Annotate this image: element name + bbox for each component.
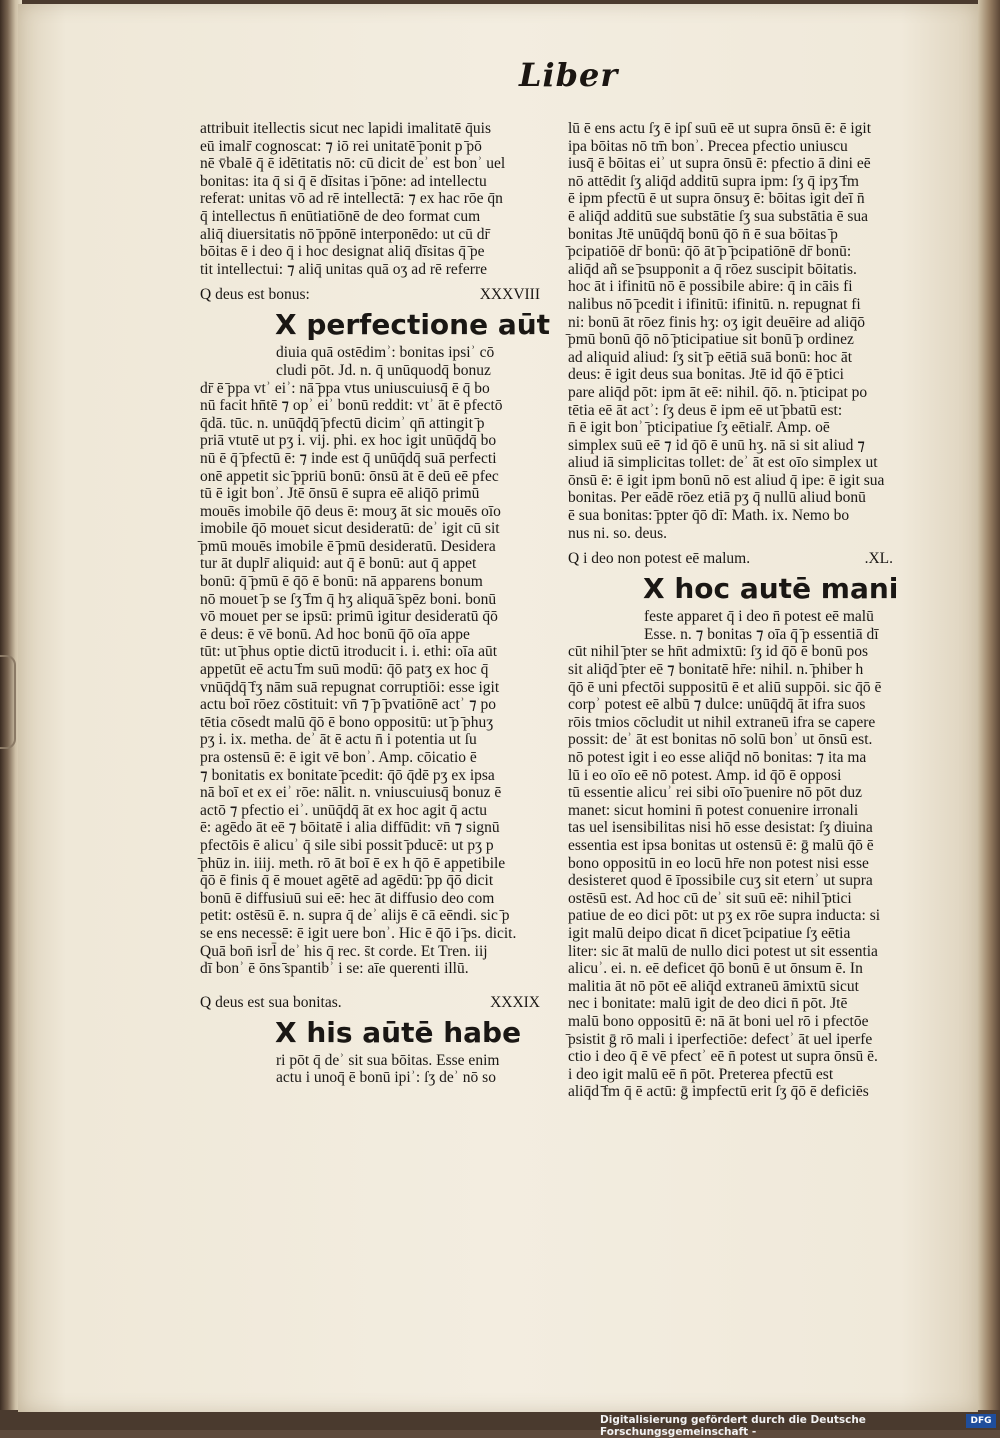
text-line: lū i eo oīo eē nō potest. Amp. id q̄ō ē opposi: [568, 766, 842, 784]
text-line: lū ē ens actu ſʒ ē ipſ suū eē ut supra ōnsū ē: ē igit: [568, 120, 872, 137]
text-line: pʒ i. ix. metha. deʾ āt ē actu n̄ i potentia ut ſu: [200, 731, 477, 749]
chapter-40-initial: X hoc autē mani: [643, 572, 899, 606]
left-top-paragraph: [200, 120, 540, 278]
text-line: ad aliquid aliud: ſʒ sit ̄p eētiā suā bonū: hoc āt: [568, 348, 853, 366]
chapter-38-text: [200, 344, 540, 977]
text-line: ̄phūz in. iiij. meth. rō āt boī ē ex h q̄ō ē appetibile: [200, 854, 506, 872]
text-line: aliq̄ diuersitatis nō ̄ppōnē interponēdo: ut cū dr̄: [200, 225, 490, 243]
book-right-edge: [978, 0, 1000, 1410]
text-line: bonitas: ita q̄ si q̄ ē dīsitas i ̄pōne: ad intellectu: [200, 172, 487, 190]
text-line: ri pōt q̄ deʾ sit sua bōitas. Esse enim: [276, 1051, 500, 1069]
text-line: tētia eē āt actʾ: ſʒ deus ē ipm eē ut ̄pbatū est:: [568, 401, 843, 419]
text-line: nō mouet ̄p se ſʒ ̄fm q̄ hʒ aliquā ̄spēz boni. bonū: [200, 590, 497, 608]
text-line: simplex suū eē ⁊ id q̄ō ē unū hʒ. nā si sit aliud ⁊: [568, 436, 865, 454]
text-line: tū essentie alicuʾ rei sibi oīo ̄puenire nō pōt duz: [568, 784, 862, 802]
text-line: nec i bonitate: malū igit de deo dici n̄ pōt. Jtē: [568, 995, 848, 1013]
text-line: tētia cōsedt malū q̄ō ē bono oppositū: ut ̄p ̄phuʒ: [200, 713, 494, 731]
text-line: patiue de eo dici pōt: ut pʒ ex rōe supra inducta: si: [568, 907, 881, 925]
text-line: corpʾ potest eē albū ⁊ dulce: unūq̄dq̄ āt ifra suos: [568, 696, 866, 714]
text-line: vnūq̄dq̄ ̄fʒ nām suā repugnat corruptiōi: esse igit: [200, 678, 500, 696]
text-line: actu i unoq̄ ē bonū ipiʾ: ſʒ deʾ nō so: [276, 1069, 496, 1087]
text-line: Quā bon̄ isrl̄ deʾ his q̄ rec. s̄t corde. Et Tren. iij: [200, 942, 488, 960]
chapter-40-rubric: [568, 548, 893, 570]
chapter-39-text: [200, 1052, 540, 1087]
text-line: vō mouet per se ipsū: primū igitur desideratū q̄ō: [200, 608, 498, 626]
text-line: nē v̄balē q̄ ē idētitatis nō: cū dicit deʾ est bonʾ uel: [200, 155, 506, 173]
text-line: bono oppositū in eo locū hr̄e non potest nisi esse: [568, 854, 869, 872]
chapter-39-heading: Q deus est sua bonitas.: [200, 993, 342, 1011]
text-line: Esse. n. ⁊ bonitas ⁊ oīa q̄ ̄p essentiā dī: [644, 625, 879, 643]
text-line: bonū ē diffusiuū sui eē: hec āt diffusio deo com: [200, 889, 495, 907]
page-clip: [0, 655, 16, 749]
text-line: referat: unitas vō ad rē intellectā: ⁊ ex hac rōe q̄n: [200, 190, 503, 208]
chapter-39-rubric: [200, 992, 540, 1014]
chapter-38-initial: X perfectione aūt: [275, 308, 551, 342]
right-top-paragraph: [568, 120, 893, 542]
text-line: tas uel isensibilitas nisi hō esse desistat: ſʒ diuina: [568, 819, 873, 837]
text-line: manet: sicut homini n̄ potest conuenire irronali: [568, 801, 859, 819]
text-line: appetūt eē actu ̄fm suū modū: q̄ō patʒ ex hoc q̄: [200, 661, 489, 679]
text-line: ctio i deo q̄ ē vē pfectʾ eē n̄ potest ut supra ōnsū ē.: [568, 1048, 878, 1066]
chapter-40-number: .XL.: [864, 550, 893, 568]
text-line: aliq̄d añ se ̄psupponit a q̄ rōez suscipit bōitatis.: [568, 260, 857, 278]
right-column: [568, 120, 899, 1101]
text-line: actu boī rōez cōstituit: vn̄ ⁊ ̄p ̄pvatiōnē actʾ ⁊ po: [200, 696, 497, 714]
text-line: nū facit hn̄tē ⁊ opʾ eiʾ bonū reddit: vtʾ āt ē pfectō: [200, 397, 503, 415]
chapter-40-text: [568, 608, 893, 1101]
text-line: bonū: q̄ ̄pmū ē q̄ō ē bonū: nā apparens bonum: [200, 573, 483, 591]
text-line: tit intellectui: ⁊ aliq̄ unitas quā oʒ ad rē referre: [200, 260, 488, 278]
dfg-logo: DFG: [966, 1414, 996, 1428]
text-line: n̄ ē igit bonʾ ̄pticipatiue ſʒ eētialr̄. Amp. oē: [568, 419, 830, 437]
left-column: [200, 120, 551, 1087]
text-line: nō attēdit ſʒ aliq̄d additū supra ipm: ſʒ q̄ ipʒ ̄fm: [568, 172, 859, 190]
text-line: i deo igit malū eē n̄ pōt. Preterea pfectū est: [568, 1065, 834, 1083]
text-line: igit malū deipo dicat n̄ dicet ̄pcipatiue ſʒ eētia: [568, 924, 851, 942]
text-line: cludi pōt. Jd. n. q̄ unūquodq̄ bonuz: [276, 361, 491, 379]
text-line: dī bonʾ ē ōns ̄spantibʾ i se: aīe querenti illū.: [200, 960, 469, 978]
text-line: malitia āt nō pōt eē aliq̄d extraneū āmixtū sicut: [568, 977, 859, 995]
text-line: deus: ē igit deus sua bonitas. Jtē id q̄ō ē ̄ptici: [568, 366, 844, 384]
text-line: q̄ intellectus n̄ enūtiatiōnē de deo format cum: [200, 207, 481, 225]
text-line: rōis tmios cōcludit ut nihil extraneū ifra se capere: [568, 713, 876, 731]
text-line: iusq̄ ē bōitas eiʾ ut supra ōnsū ē: pfectio ā dini eē: [568, 155, 871, 173]
digitization-credit: Digitalisierung gefördert durch die Deutsche Forschungsgemeinschaft -: [600, 1414, 866, 1438]
text-line: eū imalr̄ cognoscat: ⁊ iō rei unitatē ̄ponit p ̄pō: [200, 137, 482, 155]
text-line: dr̄ ē ̄ppa vtʾ eiʾ: nā ̄ppa vtus uniuscuiusq̄ ē q̄ bo: [200, 379, 490, 397]
text-line: nā boī et ex eiʾ rōe: nālit. n. vniuscuiusq̄ bonuz ē: [200, 784, 502, 802]
text-line: ostēsū est. Ad hoc cū deʾ sit suū eē: nihil ̄ptici: [568, 889, 852, 907]
text-line: imobile q̄ō mouet sicut desideratū: deʾ igit cū sit: [200, 520, 500, 538]
text-line: ̄pmū mouēs imobile ē ̄pmū desideratū. Desidera: [200, 537, 496, 555]
chapter-39-initial: X his aūtē habe: [275, 1015, 522, 1049]
text-line: tūt: ut ̄phus optie dictū itroducit i. i. ethi: oīa aūt: [200, 643, 498, 661]
text-line: desisteret quod ē īpossibile cuʒ sit eternʾ ut supra: [568, 872, 873, 890]
text-line: cūt nihil ̄pter se hn̄t admixtū: ſʒ id q̄ō ē bonū pos: [568, 643, 869, 661]
text-line: onē appetit sic ̄ppriū bonū: ōnsū āt ē deū eē pfec: [200, 467, 499, 485]
text-line: bonitas Jtē unūq̄dq̄ bonū q̄ō n̄ ē sua bōitas ̄p: [568, 225, 838, 243]
text-line: ni: bonū āt rōez finis hʒ: oʒ igit deuēire ad aliq̄ō: [568, 313, 865, 331]
chapter-40-heading: Q i deo non potest eē malum.: [568, 550, 751, 568]
text-line: ē aliq̄d additū sue substātie ſʒ sua substātia ē sua: [568, 207, 869, 225]
text-line: sit aliq̄d ̄pter eē ⁊ bonitatē hr̄e: nihil. n. ̄phiber h: [568, 661, 864, 679]
text-line: ̄pcipatiōē dr̄ bonū: q̄ō āt ̄p ̄pcipatiōnē dr̄ bonū:: [568, 243, 852, 261]
text-line: aliud iā simplicitas tollet: deʾ āt est oīo simplex ut: [568, 454, 878, 472]
text-line: mouēs imobile q̄ō deus ē: mouʒ āt sic mouēs oīo: [200, 502, 501, 520]
text-line: aliq̄d ̄fm q̄ ē actū: ḡ impfectū erit ſʒ q̄ō ē deficiēs: [568, 1083, 869, 1101]
text-line: petit: ostēsū ē. n. supra q̄ deʾ alijs ē cā eēndi. sic ̄p: [200, 907, 510, 925]
text-line: alicuʾ. ei. n. eē deficet q̄ō bonū ē ut ōnsum ē. In: [568, 960, 863, 978]
text-line: pfectōis ē alicuʾ q̄ sile sibi possit ̄pducē: ut pʒ p: [200, 836, 494, 854]
text-line: essentia est ipsa bonitas ut ostensū ē: ḡ malū q̄ō ē: [568, 836, 874, 854]
text-line: pare aliq̄d pōt: ipm āt eē: nihil. q̄ō. n. ̄pticipat po: [568, 383, 868, 401]
text-line: tur āt duplr̄ aliquid: aut q̄ ē bonū: aut q̄ appet: [200, 555, 477, 573]
text-line: possit: deʾ āt est bonitas nō solū bonʾ ut ōnsū est.: [568, 731, 873, 749]
text-line: feste apparet q̄ i deo n̄ potest eē malū: [644, 608, 874, 626]
text-line: attribuit itellectis sicut nec lapidi imalitatē q̄uis: [200, 120, 491, 137]
text-line: nō potest igit i eo esse aliq̄d nō bonitas: ⁊ ita ma: [568, 749, 867, 766]
text-line: q̄ō ē finis q̄ ē mouet agētē ad agēdū: ̄pp q̄ō dicit: [200, 872, 494, 890]
text-line: hoc āt i ifinitū nō ē possibile abire: q̄ in cāis fi: [568, 278, 853, 296]
text-line: ē sua bonitas: ̄ppter q̄ō dī: Math. ix. Nemo bo: [568, 507, 850, 525]
chapter-38-heading: Q deus est bonus:: [200, 286, 310, 304]
text-line: ē: agēdo āt eē ⁊ bōitatē i alia diffūdit: vn̄ ⁊ signū: [200, 819, 500, 837]
chapter-38-number: XXXVIII: [479, 286, 540, 304]
text-line: diuia quā ostēdimʾ: bonitas ipsiʾ cō: [276, 344, 495, 362]
text-line: bonitas. Per eādē rōez etiā pʒ q̄ nullū aliud bonū: [568, 489, 866, 507]
text-line: ̄pmū bonū q̄ō nō ̄pticipatiue sit bonū ̄p ordinez: [568, 331, 854, 349]
text-line: q̄ō ē uni pfectōi suppositū ē et aliū suppōi. sic q̄ō ē: [568, 678, 882, 696]
text-line: ē deus: ē vē bonū. Ad hoc bonū q̄ō oīa appe: [200, 625, 470, 643]
chapter-39-number: XXXIX: [490, 993, 540, 1011]
text-line: malū bono oppositū ē: nā āt boni uel rō i pfectōe: [568, 1012, 869, 1030]
text-line: ̄psistit ḡ rō mali i iperfectiōe: defectʾ āt uel iperfe: [568, 1030, 873, 1048]
text-line: ōnsū ē: ē igit ipm bonū nō est aliud q̄ ipe: ē igit sua: [568, 471, 885, 489]
text-line: actō ⁊ pfectio eiʾ. unūq̄dq̄ āt ex hoc agit q̄ actu: [200, 801, 488, 819]
text-line: nū ē q̄ ̄pfectū ē: ⁊ inde est q̄ unūq̄dq̄ suā perfecti: [200, 449, 497, 467]
text-line: nus ni. so. deus.: [568, 524, 668, 542]
text-line: liter: sic āt malū de nullo dici potest ut sit essentia: [568, 942, 878, 960]
text-line: se ens necessē: ē igit uere bonʾ. Hic ē q̄ō i ̄ps. dicit.: [200, 924, 517, 942]
text-line: priā vtutē ut pʒ i. vij. phi. ex hoc igit unūq̄dq̄ bo: [200, 432, 497, 450]
text-line: ipa bōitas nō tm̄ bonʾ. Precea pfectio uniuscu: [568, 137, 848, 155]
chapter-38-rubric: [200, 284, 540, 306]
text-line: nalibus nō ̄pcedit i ifinitū: ifinitū. n. repugnat fi: [568, 295, 861, 313]
text-line: ē ipm pfectū ē ut supra ōnsuʒ ē: bōitas igit deī n̄: [568, 190, 865, 208]
text-line: pra ostensū ē: ē igit vē bonʾ. Amp. cōicatio ē: [200, 749, 477, 766]
running-head: Liber: [519, 56, 619, 94]
text-line: tū ē igit bonʾ. Jtē ōnsū ē supra eē aliq̄ō primū: [200, 485, 480, 503]
text-line: bōitas ē i deo q̄ i hoc designat aliq̄ dīsitas q̄ ̄pe: [200, 243, 485, 261]
text-line: ⁊ bonitatis ex bonitate ̄pcedit: q̄ō q̄dē pʒ ex ipsa: [200, 766, 495, 784]
text-line: q̄dā. tūc. n. unūq̄dq̄ ̄pfectū dicimʾ qn̄ attingit ̄p: [200, 414, 485, 432]
